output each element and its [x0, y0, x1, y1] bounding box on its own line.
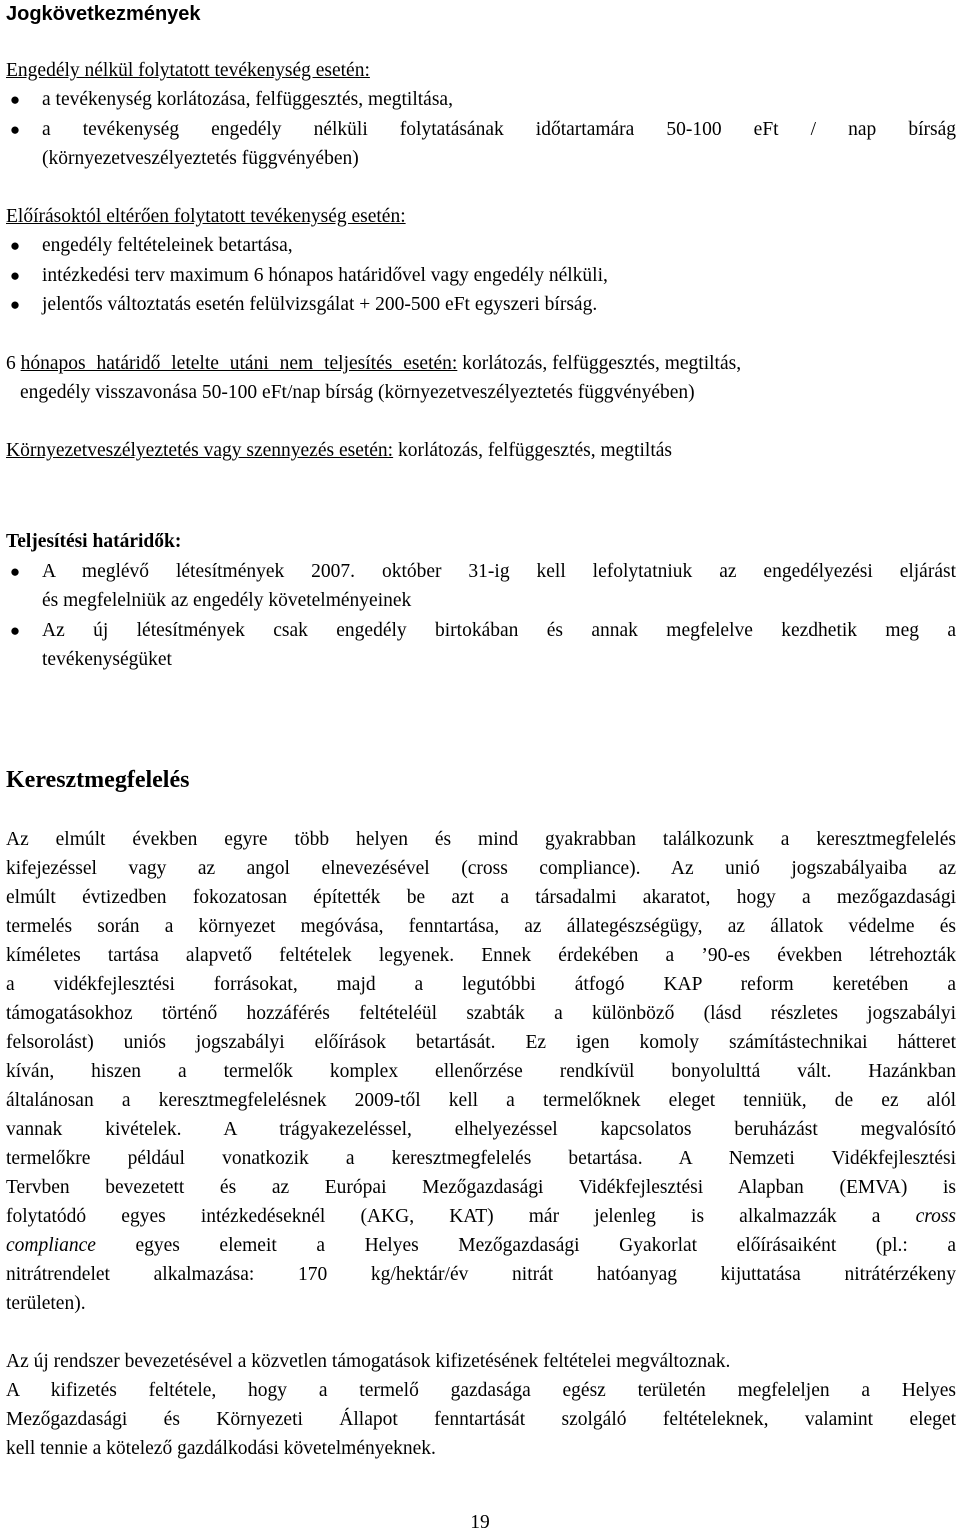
paragraph-line: Tervben bevezetett és az Európai Mezőgazdasági Vidékfejlesztési Alapban (EMVA) is: [6, 1177, 956, 1198]
list-item: A meglévő létesítmények 2007. október 31-ig kell lefolytatniuk az engedélyezési eljárást: [42, 561, 956, 582]
paragraph-line: [6, 1203, 956, 1231]
bullet-icon: ●: [9, 266, 21, 285]
paragraph-line: kíméletes tartása alapvető feltételek legyenek. Ennek érdekében a ’90-es években létrehozták: [6, 945, 956, 966]
list-item: intézkedési terv maximum 6 hónapos határidővel vagy engedély nélküli,: [42, 265, 608, 286]
section-heading: Jogkövetkezmények: [6, 3, 201, 25]
list-item: a tevékenység engedély nélküli folytatásának időtartamára 50-100 eFt / nap bírság: [42, 119, 956, 140]
paragraph-line: vannak kivételek. A trágyakezeléssel, elhelyezéssel kapcsolatos beruházást megvalósító: [6, 1119, 956, 1140]
bullet-icon: ●: [9, 562, 21, 581]
paragraph-line: Az új rendszer bevezetésével a közvetlen támogatások kifizetésének feltételei megváltoznak.: [6, 1351, 731, 1372]
paragraph-text: korlátozás, felfüggesztés, megtiltás: [397, 440, 672, 461]
paragraph-line: termelőkre például vonatkozik a keresztmegfelelés betartása. A Nemzeti Vidékfejlesztési: [6, 1148, 956, 1169]
list-item: a tevékenység korlátozása, felfüggesztés, megtiltása,: [42, 89, 453, 110]
paragraph-text: korlátozás, felfüggesztés, megtiltás,: [462, 353, 742, 374]
list-item-continuation: tevékenységüket: [42, 649, 172, 670]
underlined-text: hónapos határidő letelte utáni nem teljesítés esetén:: [20, 353, 458, 374]
paragraph-line: felsorolást) uniós jogszabályi előírások betartását. Ez igen komoly számítástechnikai hátteret: [6, 1032, 956, 1053]
list-item: Az új létesítmények csak engedély birtokában és annak megfelelve kezdhetik meg a: [42, 620, 956, 641]
subsection-title: Teljesítési határidők:: [6, 531, 182, 552]
paragraph-text: folytatódó egyes intézkedéseknél (AKG, KAT) már jelenleg is alkalmazzák a: [6, 1206, 881, 1227]
paragraph-line: kell tennie a kötelező gazdálkodási követelményeknek.: [6, 1438, 436, 1459]
paragraph-line: kíván, hiszen a termelők komplex ellenőrzése rendkívül bonyolulttá vált. Hazánkban: [6, 1061, 956, 1082]
bullet-icon: ●: [9, 621, 21, 640]
paragraph-line: elmúlt évtizedben fokozatosan építették be azt a társadalmi akaratot, hogy a mezőgazdasági: [6, 887, 956, 908]
bullet-icon: ●: [9, 90, 21, 109]
bullet-icon: ●: [9, 236, 21, 255]
list-item: engedély feltételeinek betartása,: [42, 235, 293, 256]
underlined-text: Környezetveszélyeztetés vagy szennyezés esetén:: [6, 440, 394, 461]
number-text: 6: [6, 353, 16, 374]
paragraph-line: általánosan a keresztmegfelelésnek 2009-től kell a termelőknek eleget tenniük, de ez alól: [6, 1090, 956, 1111]
list-item-continuation: és megfelelniük az engedély követelményeinek: [42, 590, 412, 611]
paragraph-line: a vidékfejlesztési forrásokat, majd a legutóbbi átfogó KAP reform keretében a: [6, 974, 956, 995]
paragraph-line: [6, 437, 956, 465]
paragraph-line: Az elmúlt években egyre több helyen és mind gyakrabban találkozunk a keresztmegfelelés: [6, 829, 956, 850]
paragraph-line: [6, 1232, 956, 1260]
paragraph-line: A kifizetés feltétele, hogy a termelő gazdasága egész területén megfeleljen a Helyes: [6, 1380, 956, 1401]
paragraph-text: egyes elemeit a Helyes Mezőgazdasági Gyakorlat előírásaiként (pl.: a: [135, 1235, 956, 1256]
section-heading: Keresztmegfelelés: [6, 767, 190, 793]
bullet-icon: ●: [9, 120, 21, 139]
paragraph-line: Mezőgazdasági és Környezeti Állapot fenntartását szolgáló feltételeknek, valamint eleget: [6, 1409, 956, 1430]
list-item: jelentős változtatás esetén felülvizsgálat + 200-500 eFt egyszeri bírság.: [42, 294, 598, 315]
paragraph-line: termelés során a környezet megóvása, fenntartása, az állategészségügy, az állatok védelme és: [6, 916, 956, 937]
paragraph-line: területen).: [6, 1293, 86, 1314]
paragraph-line: [6, 350, 956, 378]
paragraph-line: nitrátrendelet alkalmazása: 170 kg/hektár/év nitrát hatóanyag kijuttatása nitrátérzékeny: [6, 1264, 956, 1285]
italic-text: cross: [915, 1206, 957, 1227]
paragraph-line: engedély visszavonása 50-100 eFt/nap bírság (környezetveszélyeztetés függvényében): [20, 382, 695, 403]
italic-text: compliance: [6, 1235, 96, 1256]
paragraph-line: kifejezéssel vagy az angol elnevezésével (cross compliance). Az unió jogszabályaiba az: [6, 858, 956, 879]
paragraph-line: támogatásokhoz történő hozzáférés feltételéül szabták a különböző (lásd részletes jogszabályi: [6, 1003, 956, 1024]
page-number: 19: [470, 1512, 490, 1533]
list-item-continuation: (környezetveszélyeztetés függvényében): [42, 148, 359, 169]
subsection-title: Előírásoktól eltérően folytatott tevékenység esetén:: [6, 206, 406, 227]
bullet-icon: ●: [9, 295, 21, 314]
subsection-title: Engedély nélkül folytatott tevékenység esetén:: [6, 60, 370, 81]
